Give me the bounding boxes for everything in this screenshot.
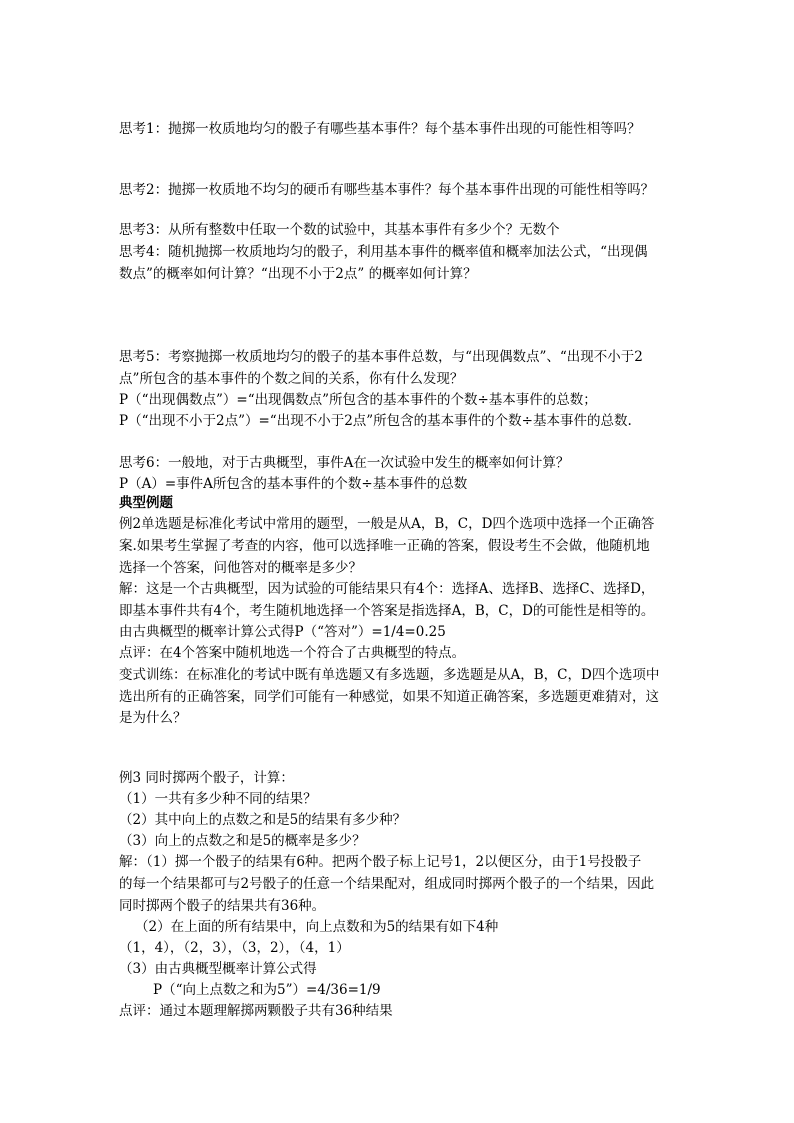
- solution-2-line1: 解：这是一个古典概型，因为试验的可能结果只有4个：选择A、选择B、选择C、选择D，: [119, 581, 655, 597]
- example-3-q3: （3）向上的点数之和是5的概率是多少？: [119, 833, 366, 849]
- solution-3-part3: （3）由古典概型概率计算公式得: [119, 961, 317, 977]
- formula-general: P（A）=事件A所包含的基本事件的个数÷基本事件的总数: [119, 476, 468, 492]
- variant-line3: 是为什么？: [119, 710, 187, 726]
- variant-line1: 变式训练：在标准化的考试中既有单选题又有多选题，多选题是从A，B，C，D四个选项中: [119, 667, 660, 683]
- think-4-line1: 思考4：随机抛掷一枚质地均匀的骰子，利用基本事件的概率值和概率加法公式，“出现偶: [119, 244, 648, 260]
- comment-2: 点评：在4个答案中随机地选一个符合了古典概型的特点。: [119, 645, 466, 661]
- example-2-line2: 案.如果考生掌握了考查的内容，他可以选择唯一正确的答案，假设考生不会做，他随机地: [119, 538, 650, 554]
- think-6: 思考6：一般地，对于古典概型，事件A在一次试验中发生的概率如何计算？: [119, 455, 570, 471]
- solution-3-line3: 同时掷两个骰子的结果共有36种。: [119, 898, 326, 914]
- example-2-line3: 选择一个答案，问他答对的概率是多少？: [119, 560, 362, 576]
- example-3: 例3 同时掷两个骰子，计算：: [119, 770, 294, 786]
- think-5-line1: 思考5：考察抛掷一枚质地均匀的骰子的基本事件总数，与“出现偶数点”、“出现不小于2: [119, 349, 643, 365]
- solution-2-line2: 即基本事件共有4个，考生随机地选择一个答案是指选择A，B，C，D的可能性是相等的。: [119, 603, 655, 619]
- think-1: 思考1：抛掷一枚质地均匀的骰子有哪些基本事件？每个基本事件出现的可能性相等吗？: [119, 121, 641, 137]
- section-heading: 典型例题: [119, 495, 173, 511]
- solution-3-result: P（“向上点数之和为5”）=4/36=1/9: [153, 982, 381, 998]
- example-3-q1: （1）一共有多少种不同的结果？: [119, 791, 317, 807]
- solution-3-line2: 的每一个结果都可与2号骰子的任意一个结果配对，组成同时掷两个骰子的一个结果，因此: [119, 876, 655, 892]
- think-3: 思考3：从所有整数中任取一个数的试验中，其基本事件有多少个？无数个: [119, 222, 560, 238]
- solution-3-line1: 解：（1）掷一个骰子的结果有6种。把两个骰子标上记号1，2以便区分，由于1号投骰子: [119, 854, 642, 870]
- comment-3: 点评：通过本题理解掷两颗骰子共有36种结果: [119, 1003, 393, 1019]
- formula-even: P（“出现偶数点”）=“出现偶数点”所包含的基本事件的个数÷基本事件的总数；: [119, 392, 597, 408]
- solution-3-part2: （2）在上面的所有结果中，向上点数和为5的结果有如下4种: [135, 919, 499, 935]
- example-3-q2: （2）其中向上的点数之和是5的结果有多少种？: [119, 812, 407, 828]
- example-2-line1: 例2单选题是标准化考试中常用的题型，一般是从A，B，C，D四个选项中选择一个正确答: [119, 516, 655, 532]
- formula-not-less-2: P（“出现不小于2点”）=“出现不小于2点”所包含的基本事件的个数÷基本事件的总数.: [119, 413, 632, 429]
- solution-2-line3: 由古典概型的概率计算公式得P（“答对”）=1/4=0.25: [119, 624, 446, 640]
- think-5-line2: 点”所包含的基本事件的个数之间的关系，你有什么发现？: [119, 371, 464, 387]
- variant-line2: 选出所有的正确答案，同学们可能有一种感觉，如果不知道正确答案，多选题更难猜对，这: [119, 689, 659, 705]
- think-4-line2: 数点”的概率如何计算？“出现不小于2点” 的概率如何计算？: [119, 266, 477, 282]
- think-2: 思考2：抛掷一枚质地不均匀的硬币有哪些基本事件？每个基本事件出现的可能性相等吗？: [119, 182, 655, 198]
- solution-3-pairs: （1，4），（2，3），（3，2），（4，1）: [119, 940, 350, 956]
